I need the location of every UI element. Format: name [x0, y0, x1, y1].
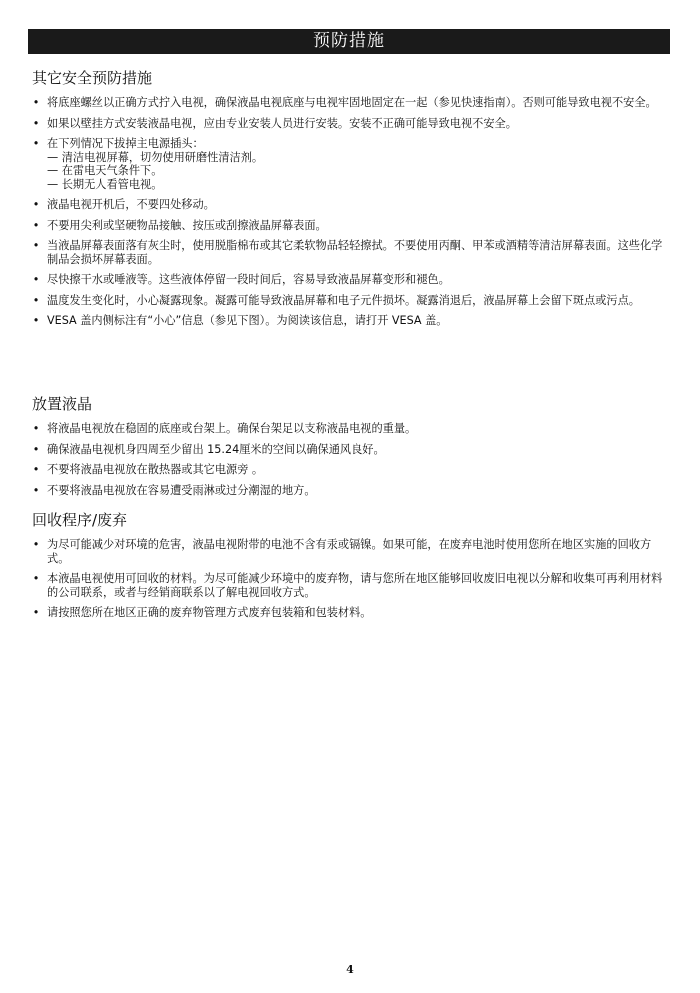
bullet-icon: • [32, 572, 40, 585]
bullet-icon: • [32, 96, 40, 109]
list-item [32, 572, 666, 599]
list-item-text: 将底座螺丝以正确方式拧入电视，确保液晶电视底座与电视牢固地固定在一起（参见快速指南）。否则可能导致电视不安全。 [47, 96, 657, 109]
section-other-safety-precautions [32, 68, 666, 335]
bullet-icon: • [32, 239, 40, 252]
section-placing-lcd [32, 394, 666, 504]
list-item [32, 198, 666, 212]
bullet-icon: • [32, 442, 40, 456]
section-heading: 回收程序/废弃 [32, 511, 128, 529]
list-item-text: 为尽可能减少对环境的危害，液晶电视附带的电池不含有汞或镉镍。如果可能，在废弃电池时使用您所在地区实施的回收方式。 [47, 538, 652, 565]
bullet-icon: • [32, 293, 40, 307]
bullet-icon: • [32, 218, 40, 232]
header-bar [28, 29, 670, 54]
bullet-list [32, 96, 666, 328]
list-item-text: 请按照您所在地区正确的废弃物管理方式废弃包装箱和包装材料。 [47, 606, 372, 619]
list-item-text: 本液晶电视使用可回收的材料。为尽可能减少环境中的废弃物，请与您所在地区能够回收废旧电视以分解和收集可再利用材料的公司联系，或者与经销商联系以了解电视回收方式。 [47, 572, 663, 599]
bullet-list [32, 538, 666, 620]
bullet-icon: • [32, 198, 40, 211]
section-heading: 放置液晶 [32, 395, 93, 413]
list-item [32, 422, 666, 436]
list-item-text: 不要用尖利或坚硬物品接触、按压或刮擦液晶屏幕表面。 [47, 218, 327, 232]
list-item [32, 273, 666, 287]
list-item-text: 液晶电视开机后，不要四处移动。 [47, 198, 215, 211]
sub-list-item: — 长期无人看管电视。 [47, 177, 163, 191]
bullet-icon: • [32, 538, 40, 551]
bullet-icon: • [32, 116, 40, 130]
list-item-text: 尽快擦干水或唾液等。这些液体停留一段时间后，容易导致液晶屏幕变形和褪色。 [47, 273, 450, 286]
sub-list-item: — 在雷电天气条件下。 [47, 164, 163, 177]
list-item [32, 314, 666, 328]
bullet-icon: • [32, 273, 40, 286]
bullet-icon: • [32, 463, 40, 476]
list-item-text: 不要将液晶电视放在散热器或其它电源旁 。 [47, 463, 264, 476]
section-recycling-disposal [32, 510, 666, 627]
list-item-text: VESA 盖内侧标注有“小心”信息（参见下图）。为阅读该信息，请打开 VESA 盖。 [47, 314, 448, 327]
list-item-text: 如果以壁挂方式安装液晶电视，应由专业安装人员进行安装。安装不正确可能导致电视不安全。 [47, 116, 517, 130]
list-item [32, 96, 666, 110]
bullet-icon: • [32, 137, 40, 150]
list-item-text: 确保液晶电视机身四周至少留出 15.24厘米的空间以确保通风良好。 [47, 442, 385, 456]
sub-list-item: — 清洁电视屏幕，切勿使用研磨性清洁剂。 [47, 150, 264, 164]
list-item [32, 137, 666, 191]
list-item [32, 538, 666, 565]
bullet-icon: • [32, 422, 40, 435]
page-number: 4 [346, 963, 354, 976]
section-heading: 其它安全预防措施 [32, 69, 153, 87]
bullet-icon: • [32, 606, 40, 619]
list-item [32, 443, 666, 457]
page-title: 预防措施 [313, 31, 385, 51]
list-item [32, 239, 666, 266]
list-item [32, 463, 666, 477]
bullet-icon: • [32, 314, 40, 327]
bullet-icon: • [32, 483, 40, 497]
list-item-text: 将液晶电视放在稳固的底座或台架上。确保台架足以支称液晶电视的重量。 [47, 422, 417, 435]
list-item-text: 不要将液晶电视放在容易遭受雨淋或过分潮湿的地方。 [47, 483, 316, 497]
list-item-text: 温度发生变化时，小心凝露现象。凝露可能导致液晶屏幕和电子元件损坏。凝露消退后，液晶屏幕上会留下斑点或污点。 [47, 293, 640, 307]
bullet-list [32, 422, 666, 497]
list-item [32, 484, 666, 498]
list-item-text: 当液晶屏幕表面落有灰尘时，使用脱脂棉布或其它柔软物品轻轻擦拭。不要使用丙酮、甲苯或酒精等清洁屏幕表面。这些化学制品会损坏屏幕表面。 [47, 239, 663, 266]
list-item [32, 117, 666, 131]
list-item-text: 在下列情况下拔掉主电源插头： [47, 137, 204, 150]
list-item [32, 219, 666, 233]
list-item [32, 606, 666, 620]
list-item [32, 294, 666, 308]
